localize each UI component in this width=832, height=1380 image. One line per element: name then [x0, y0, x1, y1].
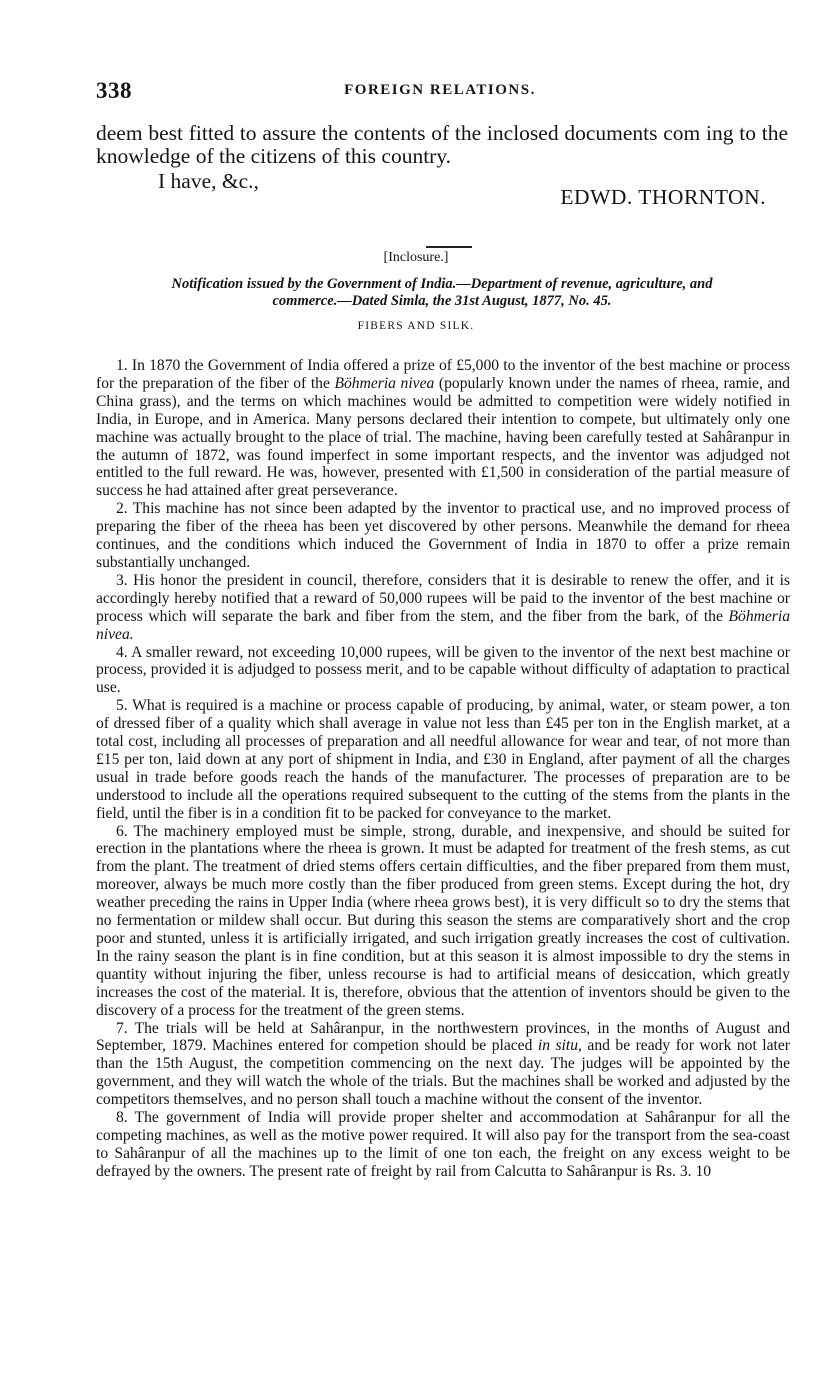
paragraph-text: 5. What is required is a machine or process capable of producing, by animal, water, or steam power, a ton of dressed fiber of a quality which shall average in value not less than £45 per ton in the English market, at a total cost, including all processes of preparation and all needful allowance for wear and tear, of not more than £15 per ton, laid down at any port of shipment in India, and £30 in England, after payment of all the charges usual in trade before goods reach the hands of the manufacturer. The processes of preparation are to be understood to include all the operations required subsequent to the cutting of the stems from the plants in the field, until the fiber is in a condition fit to be packed for conveyance to the market. — [96, 697, 790, 822]
paragraph-text: 2. This machine has not since been adapted by the inventor to practical use, and no improved process of preparing the fiber of the rheea has been yet discovered by other persons. Meanwhile the demand for rheea continues, and the conditions which induced the Government of India in 1870 to offer a prize remain substantially unchanged. — [96, 500, 790, 571]
inclosure-label: [Inclosure.] — [383, 250, 449, 265]
paragraph-text: 6. The machinery employed must be simple, strong, durable, and inexpensive, and should be suited for erection in the plantations where the rheea is grown. It must be adapted for treatment of the fresh stems, as cut from the plant. The treatment of dried stems offers certain difficulties, and the fiber prepared from them must, moreover, always be much more costly than the fiber produced from green stems. Except during the hot, dry weather preceding the rains in Upper India (where rheea grows best), it is very difficult so to dry the stems that no fermentation or mildew shall occur. But during this season the stems are comparatively short and the crop poor and stunted, unless it is artificially irrigated, and such irrigation greatly increases the cost of cultivation. In the rainy season the plant is in fine condition, but at this season it is almost impossible to dry the stems in quantity without injuring the fiber, unless recourse is had to artificial means of desiccation, which greatly increases the cost of the material. It is, therefore, obvious that the attention of inventors should be given to the discovery of a process for the treatment of the green stems. — [96, 822, 790, 1019]
section-title: FIBERS AND SILK. — [357, 320, 475, 332]
letter-continuation: deem best fitted to assure the contents of the inclosed documents com ing to the knowledge of the citizens of this country. — [96, 121, 788, 168]
paragraph — [96, 697, 790, 822]
paragraph-text: and be ready for work not later than the 15th August, the competition commencing on the next day. The judges will be appointed by the government, and they will watch the whole of the trials. But the machines shall be worked and adjusted by the competitors themselves, and no person shall touch a machine without the consent of the inventor. — [96, 1037, 790, 1109]
paragraph-text: 8. The government of India will provide proper shelter and accommodation at Sahâranpur for all the competing machines, as well as the motive power required. It will also pay for the transport from the sea-coast to Sahâranpur of all the machines up to the limit of one ton each, the freight on any excess weight to be defrayed by the owners. The present rate of freight by rail from Calcutta to Sahâranpur is Rs. 3. 10 — [96, 1109, 790, 1180]
paragraph — [96, 1020, 790, 1110]
letter-signature: EDWD. THORNTON. — [560, 185, 766, 209]
notification-body — [96, 357, 790, 1181]
paragraph-emphasis: Böhmeria nivea. — [96, 607, 790, 643]
paragraph-text: 1. In 1870 the Government of India offered a prize of £5,000 to the inventor of the best machine or process for the preparation of the fiber of the — [96, 357, 790, 392]
running-head: FOREIGN RELATIONS. — [344, 82, 536, 98]
paragraph-emphasis: in situ, — [537, 1037, 582, 1055]
paragraph-text: 4. A smaller reward, not exceeding 10,000 rupees, will be given to the inventor of the next best machine or process, provided it is adjudged to possess merit, and to be capable without difficulty of adaptation to practical use. — [96, 643, 790, 697]
notification-heading — [96, 276, 788, 310]
paragraph — [96, 823, 790, 1020]
paragraph — [96, 500, 790, 572]
paragraph — [96, 357, 790, 500]
paragraph — [96, 644, 790, 698]
paragraph-text: 7. The trials will be held at Sahâranpur, in the northwestern provinces, in the months of August and September, 1879. Machines entered for competion should be placed — [96, 1019, 790, 1055]
page-number: 338 — [96, 78, 132, 103]
notification-line-1: Notification issued by the Government of India.—Department of revenue, agriculture, and — [171, 276, 713, 292]
paragraph-text: 3. His honor the president in council, therefore, considers that it is desirable to renew the offer, and it is accordingly hereby notified that a reward of 50,000 rupees will be paid to the inventor of the best machine or process which will separate the bark and fiber from the stem, and the fiber from the bark, of the — [96, 571, 790, 625]
letter-closing: I have, &c., — [158, 169, 259, 193]
section-divider — [426, 246, 472, 248]
paragraph-emphasis: Böhmeria nivea — [334, 374, 435, 392]
notification-line-2: commerce.—Dated Simla, the 31st August, 1877, No. 45. — [272, 293, 612, 309]
paragraph — [96, 572, 790, 644]
paragraph — [96, 1109, 790, 1181]
paragraph-text: (popularly known under the names of rheea, ramie, and China grass), and the terms on which machines would be admitted to competition were widely notified in India, in Europe, and in America. Many persons declared their intention to compete, but ultimately only one machine was actually brought to the place of trial. The machine, having been carefully tested at Sahâranpur in the autumn of 1872, was found imperfect in some important respects, and the inventor was adjudged not entitled to the full reward. He was, however, presented with £1,500 in consideration of the partial measure of success he had attained after great perseverance. — [96, 374, 790, 500]
page-header — [96, 78, 784, 106]
